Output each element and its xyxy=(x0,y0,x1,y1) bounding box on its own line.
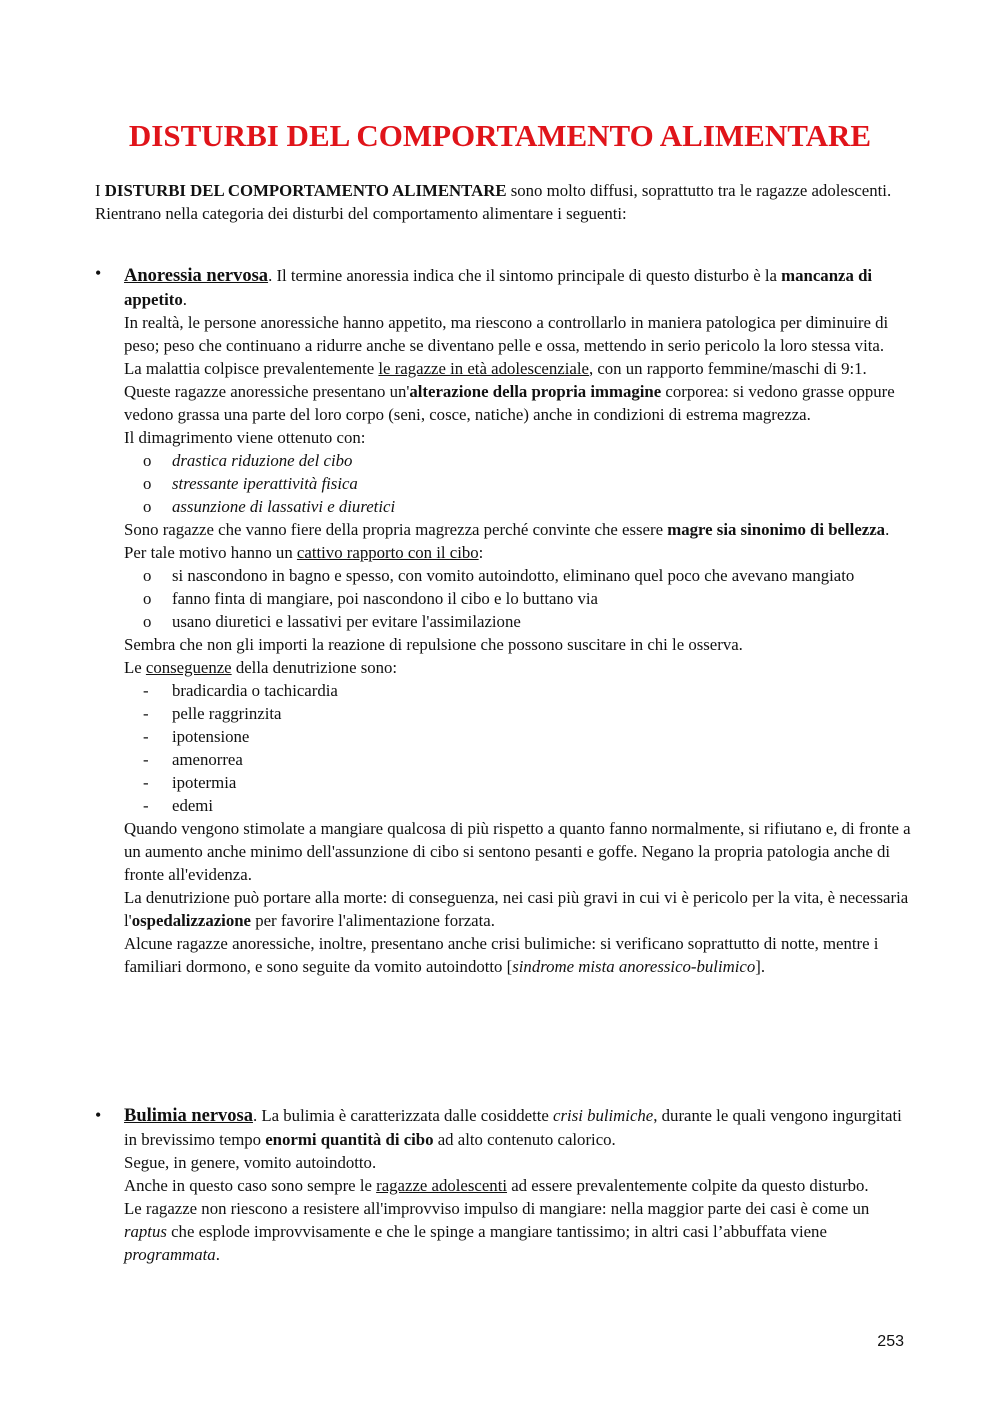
text: Anche in questo caso sono sempre le xyxy=(124,1176,377,1195)
list-item xyxy=(124,449,914,472)
paragraph: Il dimagrimento viene ottenuto con: xyxy=(124,428,366,447)
list-item-text: usano diuretici e lassativi per evitare l'assimilazione xyxy=(172,612,521,631)
text: . xyxy=(215,1245,220,1264)
italic-text: programmata xyxy=(124,1245,216,1264)
paragraph xyxy=(124,1197,914,1266)
list-item xyxy=(124,472,914,495)
paragraph xyxy=(124,656,914,679)
text: Per tale motivo hanno un xyxy=(124,543,297,562)
text: della denutrizione sono: xyxy=(231,658,398,677)
underlined-text: conseguenze xyxy=(145,658,232,677)
text: Alcune ragazze anoressiche, inoltre, presentano anche crisi bulimiche: si verificano soprattutto di notte, mentre i familiari dormono, e sono seguite da vomito autoindotto [ xyxy=(124,934,879,976)
list-item xyxy=(124,725,914,748)
italic-text: crisi bulimiche xyxy=(553,1106,654,1125)
text: I xyxy=(95,181,105,200)
text: La malattia colpisce prevalentemente xyxy=(124,359,379,378)
bold-text: magre sia sinonimo di bellezza xyxy=(667,520,886,539)
methods-list xyxy=(124,449,914,518)
dash-bullet: - xyxy=(143,704,149,723)
bold-text: DISTURBI DEL COMPORTAMENTO ALIMENTARE xyxy=(104,181,507,200)
text: . La bulimia è caratterizzata dalle cosiddette xyxy=(253,1106,554,1125)
paragraph: Segue, in genere, vomito autoindotto. xyxy=(124,1153,377,1172)
list-item-text: ipotensione xyxy=(172,727,250,746)
paragraph xyxy=(124,380,914,426)
text: Le ragazze non riescono a resistere all'improvviso impulso di mangiare: nella maggior parte dei casi è come un xyxy=(124,1199,870,1218)
paragraph: Sembra che non gli importi la reazione di repulsione che possono suscitare in chi le osserva. xyxy=(124,635,743,654)
dash-bullet: - xyxy=(143,750,149,769)
text: sono molto diffusi, soprattutto tra le ragazze adolescenti. xyxy=(506,181,892,200)
list-item xyxy=(124,587,914,610)
list-item-text: pelle raggrinzita xyxy=(172,704,282,723)
circle-bullet: o xyxy=(143,474,152,493)
text: La denutrizione può portare alla morte: di conseguenza, nei casi più gravi in cui vi è pericolo per la vita, è necessaria l' xyxy=(124,888,909,930)
bullet-marker: • xyxy=(95,263,102,283)
dash-bullet: - xyxy=(143,773,149,792)
list-item-text: stressante iperattività fisica xyxy=(172,474,358,493)
paragraph: Quando vengono stimolate a mangiare qualcosa di più rispetto a quanto fanno normalmente, si rifiutano e, di fronte a un aumento anche minimo dell'assunzione di cibo si sentono pesanti e goffe. Negano la propria patologia anche di fronte all'evidenza. xyxy=(124,819,911,884)
bold-text: ospedalizzazione xyxy=(131,911,252,930)
consequences-list xyxy=(124,679,914,817)
bold-text: mancanza di appetito xyxy=(124,266,873,309)
list-item xyxy=(124,564,914,587)
intro-paragraph: Rientrano nella categoria dei disturbi del comportamento alimentare i seguenti: xyxy=(95,204,627,223)
circle-bullet: o xyxy=(143,451,152,470)
paragraph xyxy=(124,541,914,564)
list-item-text: edemi xyxy=(172,796,214,815)
list-item-text: assunzione di lassativi e diuretici xyxy=(172,497,396,516)
text: Le xyxy=(124,658,146,677)
list-item xyxy=(124,495,914,518)
behaviors-list xyxy=(124,564,914,633)
dash-bullet: - xyxy=(143,727,149,746)
bullet-marker: • xyxy=(95,1105,102,1125)
text: , durante le quali vengono ingurgitati in brevissimo tempo xyxy=(124,1106,902,1149)
italic-text: raptus xyxy=(124,1222,167,1241)
section-heading: Anoressia nervosa xyxy=(124,266,269,286)
underlined-text: cattivo rapporto con il cibo xyxy=(296,543,479,562)
section-anoressia xyxy=(124,264,914,978)
text: ad alto contenuto calorico. xyxy=(433,1130,616,1149)
intro-paragraph xyxy=(95,179,905,202)
underlined-text: ragazze adolescenti xyxy=(376,1176,508,1195)
section-heading: Bulimia nervosa xyxy=(124,1106,253,1126)
circle-bullet: o xyxy=(143,612,152,631)
page-number: 253 xyxy=(877,1333,904,1350)
text: : xyxy=(478,543,484,562)
circle-bullet: o xyxy=(143,566,152,585)
paragraph xyxy=(124,518,914,541)
list-item xyxy=(124,748,914,771)
paragraph xyxy=(124,886,914,932)
paragraph xyxy=(124,932,914,978)
bold-text: alterazione della propria immagine xyxy=(409,382,662,401)
list-item-text: bradicardia o tachicardia xyxy=(172,681,338,700)
paragraph xyxy=(124,1174,914,1197)
paragraph xyxy=(124,357,914,380)
section-bulimia xyxy=(124,1104,914,1266)
text: corporea: si vedono grasse oppure vedono grassa una parte del loro corpo (seni, cosce, natiche) anche in condizioni di estrema magrezza. xyxy=(124,382,895,424)
list-item xyxy=(124,679,914,702)
text: Queste ragazze anoressiche presentano un' xyxy=(124,382,410,401)
list-item-text: ipotermia xyxy=(172,773,237,792)
text: . xyxy=(182,290,187,309)
text: , con un rapporto femmine/maschi di 9:1. xyxy=(588,359,867,378)
list-item xyxy=(124,794,914,817)
list-item xyxy=(124,771,914,794)
text: per favorire l'alimentazione forzata. xyxy=(251,911,495,930)
page-title: DISTURBI DEL COMPORTAMENTO ALIMENTARE xyxy=(128,118,872,153)
circle-bullet: o xyxy=(143,497,152,516)
paragraph xyxy=(124,1104,914,1151)
paragraph xyxy=(124,264,914,311)
paragraph: In realtà, le persone anoressiche hanno appetito, ma riescono a controllarlo in maniera patologica per diminuire di peso; peso che continuano a ridurre anche se diventano pelle e ossa, mettendo in serio pericolo la loro stessa vita. xyxy=(124,313,889,355)
intro xyxy=(95,179,905,225)
circle-bullet: o xyxy=(143,589,152,608)
dash-bullet: - xyxy=(143,796,149,815)
italic-text: sindrome mista anoressico-bulimico xyxy=(512,957,756,976)
dash-bullet: - xyxy=(143,681,149,700)
list-item-text: fanno finta di mangiare, poi nascondono il cibo e lo buttano via xyxy=(172,589,598,608)
bold-text: enormi quantità di cibo xyxy=(265,1130,434,1149)
list-item-text: drastica riduzione del cibo xyxy=(172,451,353,470)
text: Sono ragazze che vanno fiere della propria magrezza perché convinte che essere xyxy=(124,520,668,539)
list-item-text: amenorrea xyxy=(172,750,243,769)
text: . xyxy=(885,520,890,539)
text: . Il termine anoressia indica che il sintomo principale di questo disturbo è la xyxy=(268,266,782,285)
text: ad essere prevalentemente colpite da questo disturbo. xyxy=(507,1176,869,1195)
text: ]. xyxy=(755,957,766,976)
list-item xyxy=(124,702,914,725)
underlined-text: le ragazze in età adolescenziale xyxy=(378,359,589,378)
list-item xyxy=(124,610,914,633)
list-item-text: si nascondono in bagno e spesso, con vomito autoindotto, eliminano quel poco che avevano mangiato xyxy=(172,566,855,585)
text: che esplode improvvisamente e che le spinge a mangiare tantissimo; in altri casi l’abbuffata viene xyxy=(166,1222,827,1241)
